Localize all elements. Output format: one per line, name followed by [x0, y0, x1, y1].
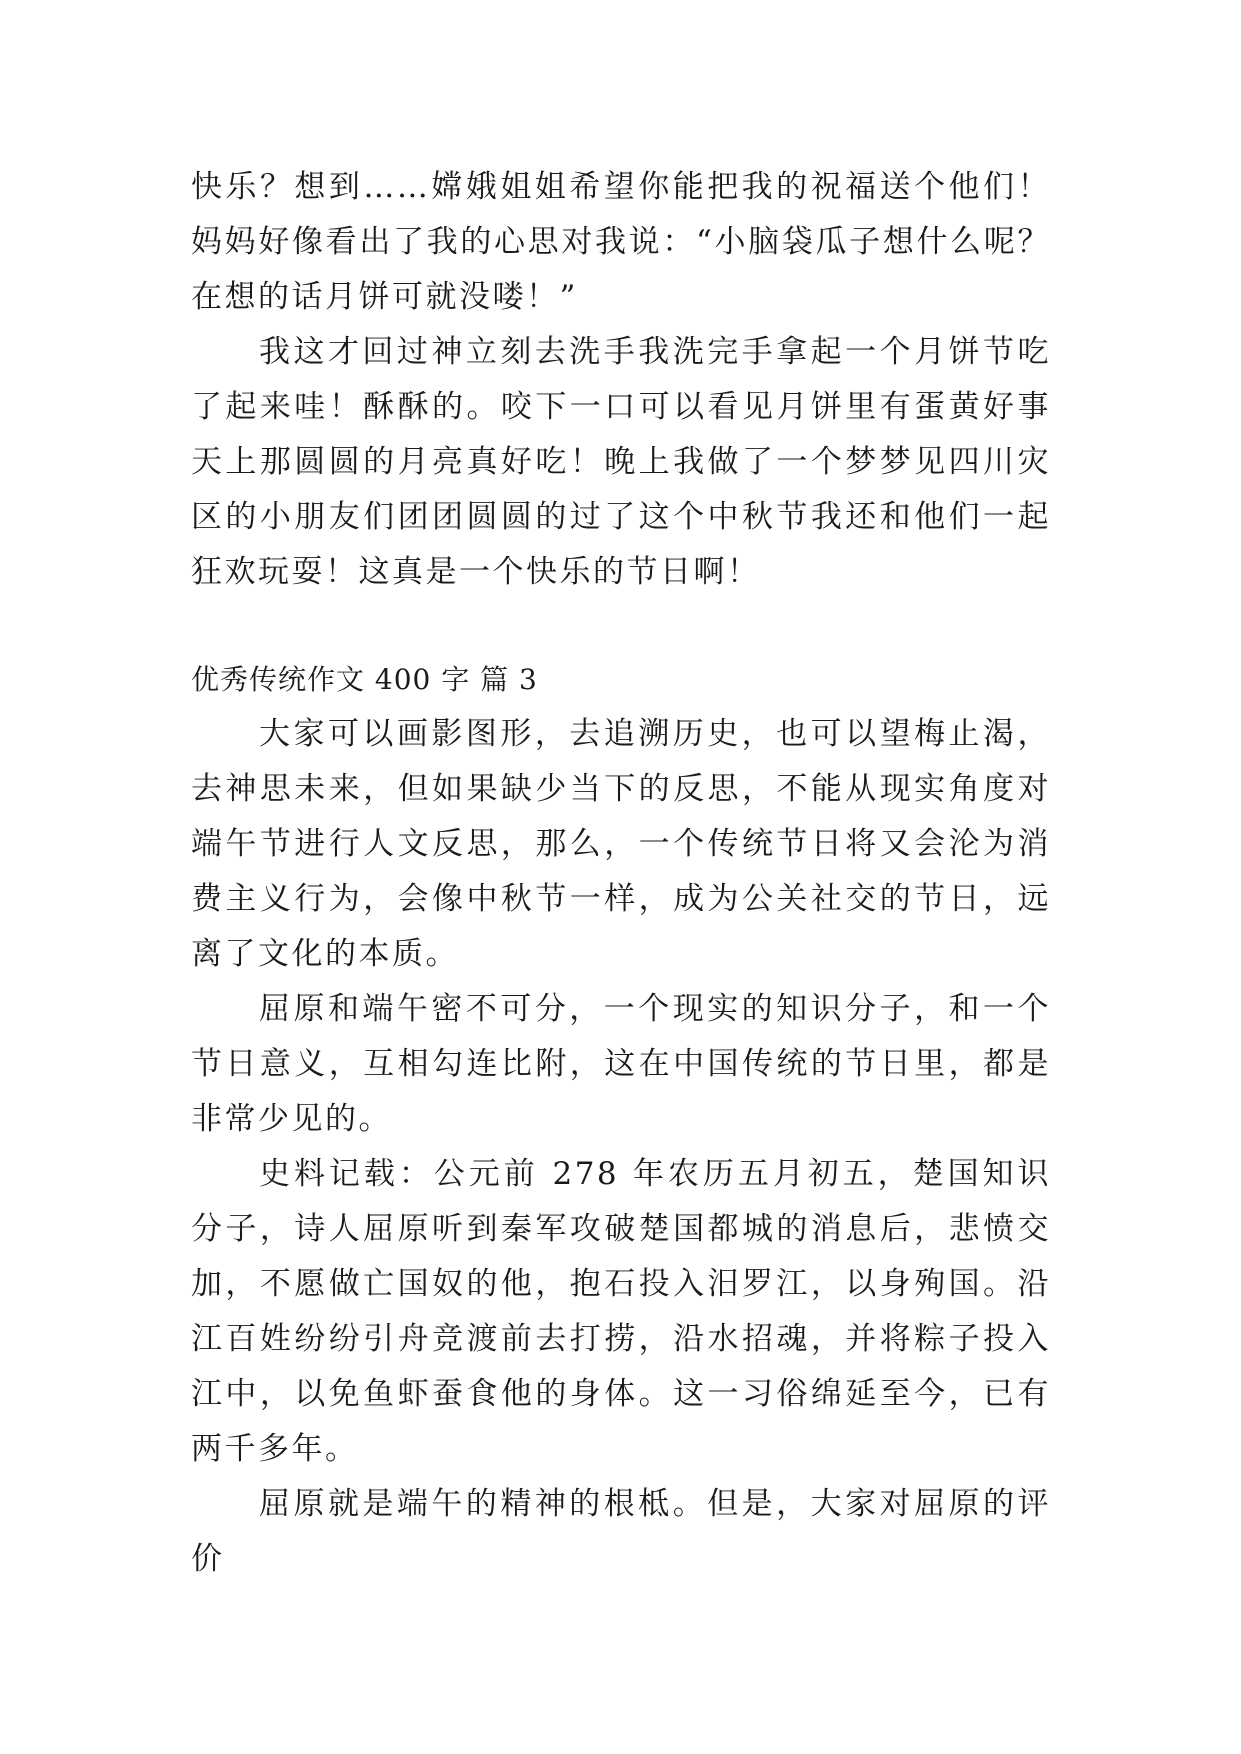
paragraph: 我这才回过神立刻去洗手我洗完手拿起一个月饼节吃了起来哇！酥酥的。咬下一口可以看见月饼里有蛋黄好事天上那圆圆的月亮真好吃！晚上我做了一个梦梦见四川灾区的小朋友们团团圆圆的过了这个中秋节我还和他们一起狂欢玩耍！这真是一个快乐的节日啊！ [191, 334, 1051, 590]
paragraph: 大家可以画影图形，去追溯历史，也可以望梅止渴，去神思未来，但如果缺少当下的反思，不能从现实角度对端午节进行人文反思，那么，一个传统节日将又会沦为消费主义行为，会像中秋节一样，成为公关社交的节日，远离了文化的本质。 [191, 716, 1051, 972]
section-heading: 优秀传统作文 400 字 篇 3 [191, 663, 538, 696]
paragraph: 屈原和端午密不可分，一个现实的知识分子，和一个节日意义，互相勾连比附，这在中国传统的节日里，都是非常少见的。 [191, 991, 1051, 1137]
paragraph-continued: 快乐？想到……嫦娥姐姐希望你能把我的祝福送个他们！妈妈好像看出了我的心思对我说：“小脑袋瓜子想什么呢？在想的话月饼可就没喽！” [191, 169, 1051, 315]
document-body [191, 160, 1051, 1587]
paragraph: 史料记载：公元前 278 年农历五月初五，楚国知识分子，诗人屈原听到秦军攻破楚国都城的消息后，悲愤交加，不愿做亡国奴的他，抱石投入汨罗江，以身殉国。沿江百姓纷纷引舟竞渡前去打捞，沿水招魂，并将粽子投入江中，以免鱼虾蚕食他的身体。这一习俗绵延至今，已有两千多年。 [191, 1156, 1051, 1467]
paragraph: 屈原就是端午的精神的根柢。但是，大家对屈原的评价 [191, 1486, 1051, 1577]
